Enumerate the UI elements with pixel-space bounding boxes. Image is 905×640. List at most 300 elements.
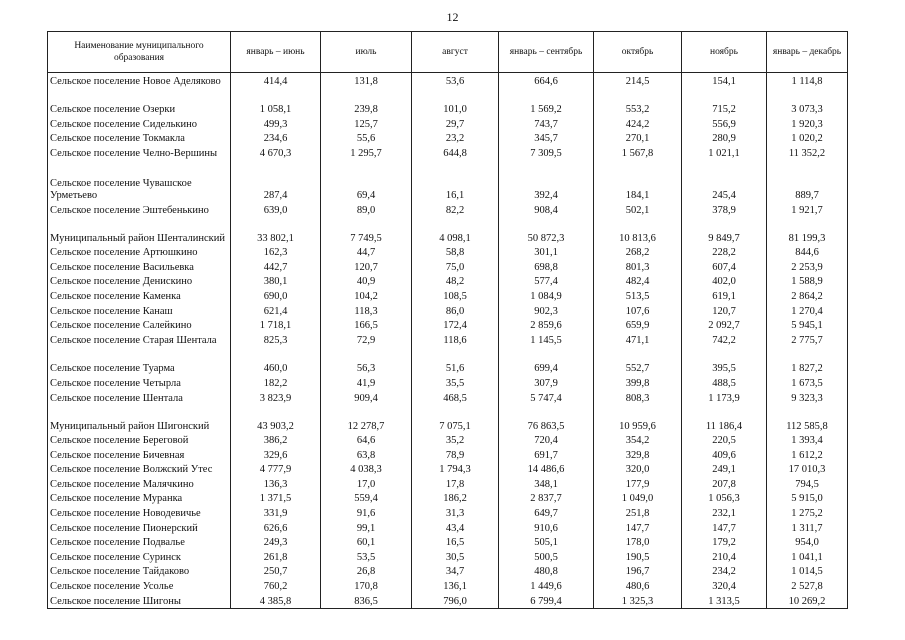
row-value: 17,8 — [412, 476, 499, 491]
row-value: 33 802,1 — [231, 217, 321, 245]
row-name: Сельское поселение Подвалье — [48, 535, 231, 550]
table-row — [48, 476, 848, 491]
column-header-july: июль — [321, 32, 412, 73]
row-value: 715,2 — [682, 102, 767, 117]
table-row — [48, 578, 848, 593]
row-value: 118,3 — [321, 303, 412, 318]
row-name: Сельское поселение Канаш — [48, 303, 231, 318]
row-value: 51,6 — [412, 361, 499, 376]
table-row — [48, 361, 848, 376]
row-name: Сельское поселение Каменка — [48, 288, 231, 303]
row-value: 331,9 — [231, 505, 321, 520]
row-value: 9 323,3 — [767, 390, 848, 405]
row-value: 2 837,7 — [499, 491, 594, 506]
row-value: 287,4 — [231, 174, 321, 202]
row-value: 380,1 — [231, 274, 321, 289]
row-value: 320,0 — [594, 462, 682, 477]
row-value: 53,6 — [412, 73, 499, 88]
table-row — [48, 288, 848, 303]
column-header-november: ноябрь — [682, 32, 767, 73]
row-value: 186,2 — [412, 491, 499, 506]
row-value: 182,2 — [231, 375, 321, 390]
row-value: 72,9 — [321, 332, 412, 347]
row-name: Сельское поселение Салейкино — [48, 318, 231, 333]
row-value: 395,5 — [682, 361, 767, 376]
row-value: 99,1 — [321, 520, 412, 535]
row-name: Сельское поселение Пионерский — [48, 520, 231, 535]
row-value: 1 275,2 — [767, 505, 848, 520]
table-row — [48, 274, 848, 289]
row-value: 29,7 — [412, 116, 499, 131]
row-value: 81 199,3 — [767, 217, 848, 245]
row-value: 147,7 — [682, 520, 767, 535]
row-name: Муниципальный район Шигонский — [48, 405, 231, 433]
row-value: 48,2 — [412, 274, 499, 289]
table-row — [48, 116, 848, 131]
row-name: Сельское поселение Сиделькино — [48, 116, 231, 131]
row-value: 280,9 — [682, 131, 767, 146]
row-value: 234,6 — [231, 131, 321, 146]
row-value: 4 038,3 — [321, 462, 412, 477]
row-value: 41,9 — [321, 375, 412, 390]
row-value: 844,6 — [767, 245, 848, 260]
row-value: 307,9 — [499, 375, 594, 390]
row-value: 12 278,7 — [321, 405, 412, 433]
row-value: 2 775,7 — [767, 332, 848, 347]
row-value: 210,4 — [682, 549, 767, 564]
table-row — [48, 332, 848, 347]
row-value: 34,7 — [412, 564, 499, 579]
row-value: 58,8 — [412, 245, 499, 260]
row-name: Сельское поселение Бичевная — [48, 447, 231, 462]
row-value: 743,7 — [499, 116, 594, 131]
row-value: 3 823,9 — [231, 390, 321, 405]
row-value: 908,4 — [499, 202, 594, 217]
row-value: 108,5 — [412, 288, 499, 303]
row-value: 249,3 — [231, 535, 321, 550]
row-value: 1 673,5 — [767, 375, 848, 390]
row-value: 270,1 — [594, 131, 682, 146]
spacer-cell — [48, 160, 231, 174]
row-value: 251,8 — [594, 505, 682, 520]
column-header-name: Наименование муниципального образования — [48, 32, 231, 73]
row-value: 50 872,3 — [499, 217, 594, 245]
row-value: 409,6 — [682, 447, 767, 462]
table-spacer-row — [48, 160, 848, 174]
row-name: Сельское поселение Усолье — [48, 578, 231, 593]
row-value: 1 058,1 — [231, 102, 321, 117]
row-value: 82,2 — [412, 202, 499, 217]
table-row — [48, 433, 848, 448]
table-row — [48, 535, 848, 550]
row-value: 3 073,3 — [767, 102, 848, 117]
table-row — [48, 245, 848, 260]
row-value: 55,6 — [321, 131, 412, 146]
row-value: 10 269,2 — [767, 593, 848, 608]
row-value: 386,2 — [231, 433, 321, 448]
row-value: 424,2 — [594, 116, 682, 131]
row-value: 1 371,5 — [231, 491, 321, 506]
row-value: 78,9 — [412, 447, 499, 462]
row-name: Сельское поселение Новодевичье — [48, 505, 231, 520]
row-value: 644,8 — [412, 145, 499, 160]
row-value: 301,1 — [499, 245, 594, 260]
row-value: 1 041,1 — [767, 549, 848, 564]
row-value: 794,5 — [767, 476, 848, 491]
spacer-cell — [321, 347, 412, 361]
row-value: 659,9 — [594, 318, 682, 333]
column-header-jan-dec: январь – декабрь — [767, 32, 848, 73]
table-row — [48, 549, 848, 564]
row-value: 471,1 — [594, 332, 682, 347]
row-value: 649,7 — [499, 505, 594, 520]
row-value: 329,8 — [594, 447, 682, 462]
row-value: 1 084,9 — [499, 288, 594, 303]
row-name: Сельское поселение Шентала — [48, 390, 231, 405]
row-value: 118,6 — [412, 332, 499, 347]
row-name: Сельское поселение Четырла — [48, 375, 231, 390]
row-value: 166,5 — [321, 318, 412, 333]
row-value: 329,6 — [231, 447, 321, 462]
row-value: 136,3 — [231, 476, 321, 491]
table-row — [48, 505, 848, 520]
table-row — [48, 303, 848, 318]
row-value: 1 588,9 — [767, 274, 848, 289]
row-value: 2 092,7 — [682, 318, 767, 333]
column-header-august: август — [412, 32, 499, 73]
row-value: 120,7 — [321, 259, 412, 274]
row-value: 147,7 — [594, 520, 682, 535]
row-value: 482,4 — [594, 274, 682, 289]
table-row — [48, 447, 848, 462]
row-value: 31,3 — [412, 505, 499, 520]
row-value: 902,3 — [499, 303, 594, 318]
row-name: Сельское поселение Денискино — [48, 274, 231, 289]
row-value: 56,3 — [321, 361, 412, 376]
row-value: 354,2 — [594, 433, 682, 448]
row-value: 1 718,1 — [231, 318, 321, 333]
row-value: 179,2 — [682, 535, 767, 550]
row-value: 607,4 — [682, 259, 767, 274]
row-value: 4 098,1 — [412, 217, 499, 245]
row-value: 836,5 — [321, 593, 412, 608]
row-value: 69,4 — [321, 174, 412, 202]
row-value: 1 920,3 — [767, 116, 848, 131]
row-name: Сельское поселение Озерки — [48, 102, 231, 117]
table-row — [48, 318, 848, 333]
row-value: 1 827,2 — [767, 361, 848, 376]
row-value: 345,7 — [499, 131, 594, 146]
row-value: 101,0 — [412, 102, 499, 117]
table-row — [48, 564, 848, 579]
row-value: 442,7 — [231, 259, 321, 274]
table-row — [48, 491, 848, 506]
row-value: 399,8 — [594, 375, 682, 390]
row-value: 760,2 — [231, 578, 321, 593]
row-name: Сельское поселение Туарма — [48, 361, 231, 376]
row-value: 553,2 — [594, 102, 682, 117]
row-name: Сельское поселение Береговой — [48, 433, 231, 448]
row-value: 5 747,4 — [499, 390, 594, 405]
spacer-cell — [682, 160, 767, 174]
spacer-cell — [767, 347, 848, 361]
row-value: 619,1 — [682, 288, 767, 303]
row-value: 104,2 — [321, 288, 412, 303]
row-value: 1 020,2 — [767, 131, 848, 146]
row-value: 162,3 — [231, 245, 321, 260]
table-row — [48, 375, 848, 390]
row-value: 89,0 — [321, 202, 412, 217]
page-number: 12 — [446, 10, 459, 24]
row-value: 690,0 — [231, 288, 321, 303]
row-value: 250,7 — [231, 564, 321, 579]
table-row — [48, 259, 848, 274]
spacer-cell — [594, 160, 682, 174]
row-value: 10 959,6 — [594, 405, 682, 433]
row-value: 348,1 — [499, 476, 594, 491]
row-value: 17 010,3 — [767, 462, 848, 477]
row-value: 53,5 — [321, 549, 412, 564]
row-value: 577,4 — [499, 274, 594, 289]
row-value: 11 186,4 — [682, 405, 767, 433]
row-value: 801,3 — [594, 259, 682, 274]
row-value: 621,4 — [231, 303, 321, 318]
row-value: 1 794,3 — [412, 462, 499, 477]
row-value: 14 486,6 — [499, 462, 594, 477]
row-value: 207,8 — [682, 476, 767, 491]
row-value: 17,0 — [321, 476, 412, 491]
budget-table — [47, 31, 848, 609]
spacer-cell — [231, 347, 321, 361]
row-value: 664,6 — [499, 73, 594, 88]
row-value: 796,0 — [412, 593, 499, 608]
row-value: 30,5 — [412, 549, 499, 564]
spacer-cell — [682, 347, 767, 361]
row-name: Сельское поселение Старая Шентала — [48, 332, 231, 347]
row-value: 11 352,2 — [767, 145, 848, 160]
row-value: 107,6 — [594, 303, 682, 318]
row-value: 552,7 — [594, 361, 682, 376]
row-value: 43,4 — [412, 520, 499, 535]
row-value: 402,0 — [682, 274, 767, 289]
column-header-october: октябрь — [594, 32, 682, 73]
row-value: 488,5 — [682, 375, 767, 390]
column-header-jan-jun: январь – июнь — [231, 32, 321, 73]
spacer-cell — [231, 88, 321, 102]
row-value: 1 014,5 — [767, 564, 848, 579]
row-name: Сельское поселение Малячкино — [48, 476, 231, 491]
table-body — [48, 73, 848, 609]
spacer-cell — [767, 88, 848, 102]
spacer-cell — [231, 160, 321, 174]
table-row — [48, 174, 848, 202]
row-value: 626,6 — [231, 520, 321, 535]
spacer-cell — [321, 88, 412, 102]
spacer-cell — [412, 347, 499, 361]
table-header-row — [48, 32, 848, 73]
row-value: 178,0 — [594, 535, 682, 550]
row-value: 468,5 — [412, 390, 499, 405]
row-value: 170,8 — [321, 578, 412, 593]
row-value: 214,5 — [594, 73, 682, 88]
row-name: Сельское поселение Васильевка — [48, 259, 231, 274]
row-value: 172,4 — [412, 318, 499, 333]
spacer-cell — [594, 88, 682, 102]
row-value: 639,0 — [231, 202, 321, 217]
spacer-cell — [499, 347, 594, 361]
row-value: 1 145,5 — [499, 332, 594, 347]
table-row — [48, 390, 848, 405]
row-value: 120,7 — [682, 303, 767, 318]
row-value: 320,4 — [682, 578, 767, 593]
row-value: 460,0 — [231, 361, 321, 376]
row-value: 1 114,8 — [767, 73, 848, 88]
row-value: 499,3 — [231, 116, 321, 131]
row-value: 954,0 — [767, 535, 848, 550]
spacer-cell — [412, 88, 499, 102]
row-value: 7 075,1 — [412, 405, 499, 433]
row-name: Муниципальный район Шенталинский — [48, 217, 231, 245]
table-row — [48, 462, 848, 477]
row-name: Сельское поселение Муранка — [48, 491, 231, 506]
table-row — [48, 145, 848, 160]
row-name: Сельское поселение Артюшкино — [48, 245, 231, 260]
row-value: 10 813,6 — [594, 217, 682, 245]
row-value: 513,5 — [594, 288, 682, 303]
row-value: 23,2 — [412, 131, 499, 146]
row-value: 1 313,5 — [682, 593, 767, 608]
row-value: 91,6 — [321, 505, 412, 520]
row-value: 154,1 — [682, 73, 767, 88]
row-name: Сельское поселение Суринск — [48, 549, 231, 564]
row-value: 16,1 — [412, 174, 499, 202]
row-value: 43 903,2 — [231, 405, 321, 433]
row-value: 910,6 — [499, 520, 594, 535]
table-row — [48, 73, 848, 88]
row-name: Сельское поселение Челно-Вершины — [48, 145, 231, 160]
spacer-cell — [499, 160, 594, 174]
row-name: Сельское поселение Токмакла — [48, 131, 231, 146]
row-value: 392,4 — [499, 174, 594, 202]
table-spacer-row — [48, 347, 848, 361]
row-value: 699,4 — [499, 361, 594, 376]
row-name: Сельское поселение Тайдаково — [48, 564, 231, 579]
row-value: 64,6 — [321, 433, 412, 448]
row-value: 6 799,4 — [499, 593, 594, 608]
row-value: 1 449,6 — [499, 578, 594, 593]
row-value: 86,0 — [412, 303, 499, 318]
row-value: 1 270,4 — [767, 303, 848, 318]
row-value: 1 311,7 — [767, 520, 848, 535]
row-value: 60,1 — [321, 535, 412, 550]
row-value: 44,7 — [321, 245, 412, 260]
row-value: 825,3 — [231, 332, 321, 347]
row-value: 4 670,3 — [231, 145, 321, 160]
row-value: 35,2 — [412, 433, 499, 448]
row-value: 909,4 — [321, 390, 412, 405]
row-value: 1 325,3 — [594, 593, 682, 608]
row-value: 698,8 — [499, 259, 594, 274]
row-value: 480,8 — [499, 564, 594, 579]
row-value: 249,1 — [682, 462, 767, 477]
row-value: 808,3 — [594, 390, 682, 405]
row-value: 2 864,2 — [767, 288, 848, 303]
table-row — [48, 131, 848, 146]
row-value: 5 915,0 — [767, 491, 848, 506]
row-value: 414,4 — [231, 73, 321, 88]
row-name: Сельское поселение Эштебенькино — [48, 202, 231, 217]
row-value: 1 295,7 — [321, 145, 412, 160]
row-value: 2 527,8 — [767, 578, 848, 593]
row-value: 112 585,8 — [767, 405, 848, 433]
row-value: 16,5 — [412, 535, 499, 550]
row-value: 1 567,8 — [594, 145, 682, 160]
row-value: 480,6 — [594, 578, 682, 593]
row-value: 35,5 — [412, 375, 499, 390]
row-value: 234,2 — [682, 564, 767, 579]
row-value: 177,9 — [594, 476, 682, 491]
row-value: 76 863,5 — [499, 405, 594, 433]
row-value: 556,9 — [682, 116, 767, 131]
spacer-cell — [594, 347, 682, 361]
row-name: Сельское поселение Новое Аделяково — [48, 73, 231, 88]
row-value: 228,2 — [682, 245, 767, 260]
table-row — [48, 102, 848, 117]
row-value: 720,4 — [499, 433, 594, 448]
row-value: 184,1 — [594, 174, 682, 202]
row-value: 261,8 — [231, 549, 321, 564]
row-value: 1 021,1 — [682, 145, 767, 160]
row-value: 63,8 — [321, 447, 412, 462]
row-value: 2 859,6 — [499, 318, 594, 333]
row-value: 7 309,5 — [499, 145, 594, 160]
table-spacer-row — [48, 88, 848, 102]
row-value: 1 173,9 — [682, 390, 767, 405]
row-name: Сельское поселение Шигоны — [48, 593, 231, 608]
row-value: 268,2 — [594, 245, 682, 260]
row-value: 1 056,3 — [682, 491, 767, 506]
row-value: 125,7 — [321, 116, 412, 131]
row-value: 4 385,8 — [231, 593, 321, 608]
row-value: 190,5 — [594, 549, 682, 564]
row-value: 75,0 — [412, 259, 499, 274]
row-value: 5 945,1 — [767, 318, 848, 333]
row-value: 505,1 — [499, 535, 594, 550]
table-row — [48, 217, 848, 245]
row-name: Сельское поселение Чувашское Урметьево — [48, 174, 231, 202]
row-value: 378,9 — [682, 202, 767, 217]
row-value: 196,7 — [594, 564, 682, 579]
table-row — [48, 593, 848, 608]
spacer-cell — [48, 88, 231, 102]
row-value: 1 393,4 — [767, 433, 848, 448]
row-value: 1 569,2 — [499, 102, 594, 117]
row-value: 239,8 — [321, 102, 412, 117]
table-row — [48, 405, 848, 433]
row-value: 4 777,9 — [231, 462, 321, 477]
row-value: 7 749,5 — [321, 217, 412, 245]
column-header-jan-sep: январь – сентябрь — [499, 32, 594, 73]
row-value: 500,5 — [499, 549, 594, 564]
row-value: 232,1 — [682, 505, 767, 520]
row-value: 742,2 — [682, 332, 767, 347]
spacer-cell — [412, 160, 499, 174]
row-value: 1 612,2 — [767, 447, 848, 462]
spacer-cell — [48, 347, 231, 361]
row-value: 1 921,7 — [767, 202, 848, 217]
spacer-cell — [321, 160, 412, 174]
row-value: 691,7 — [499, 447, 594, 462]
